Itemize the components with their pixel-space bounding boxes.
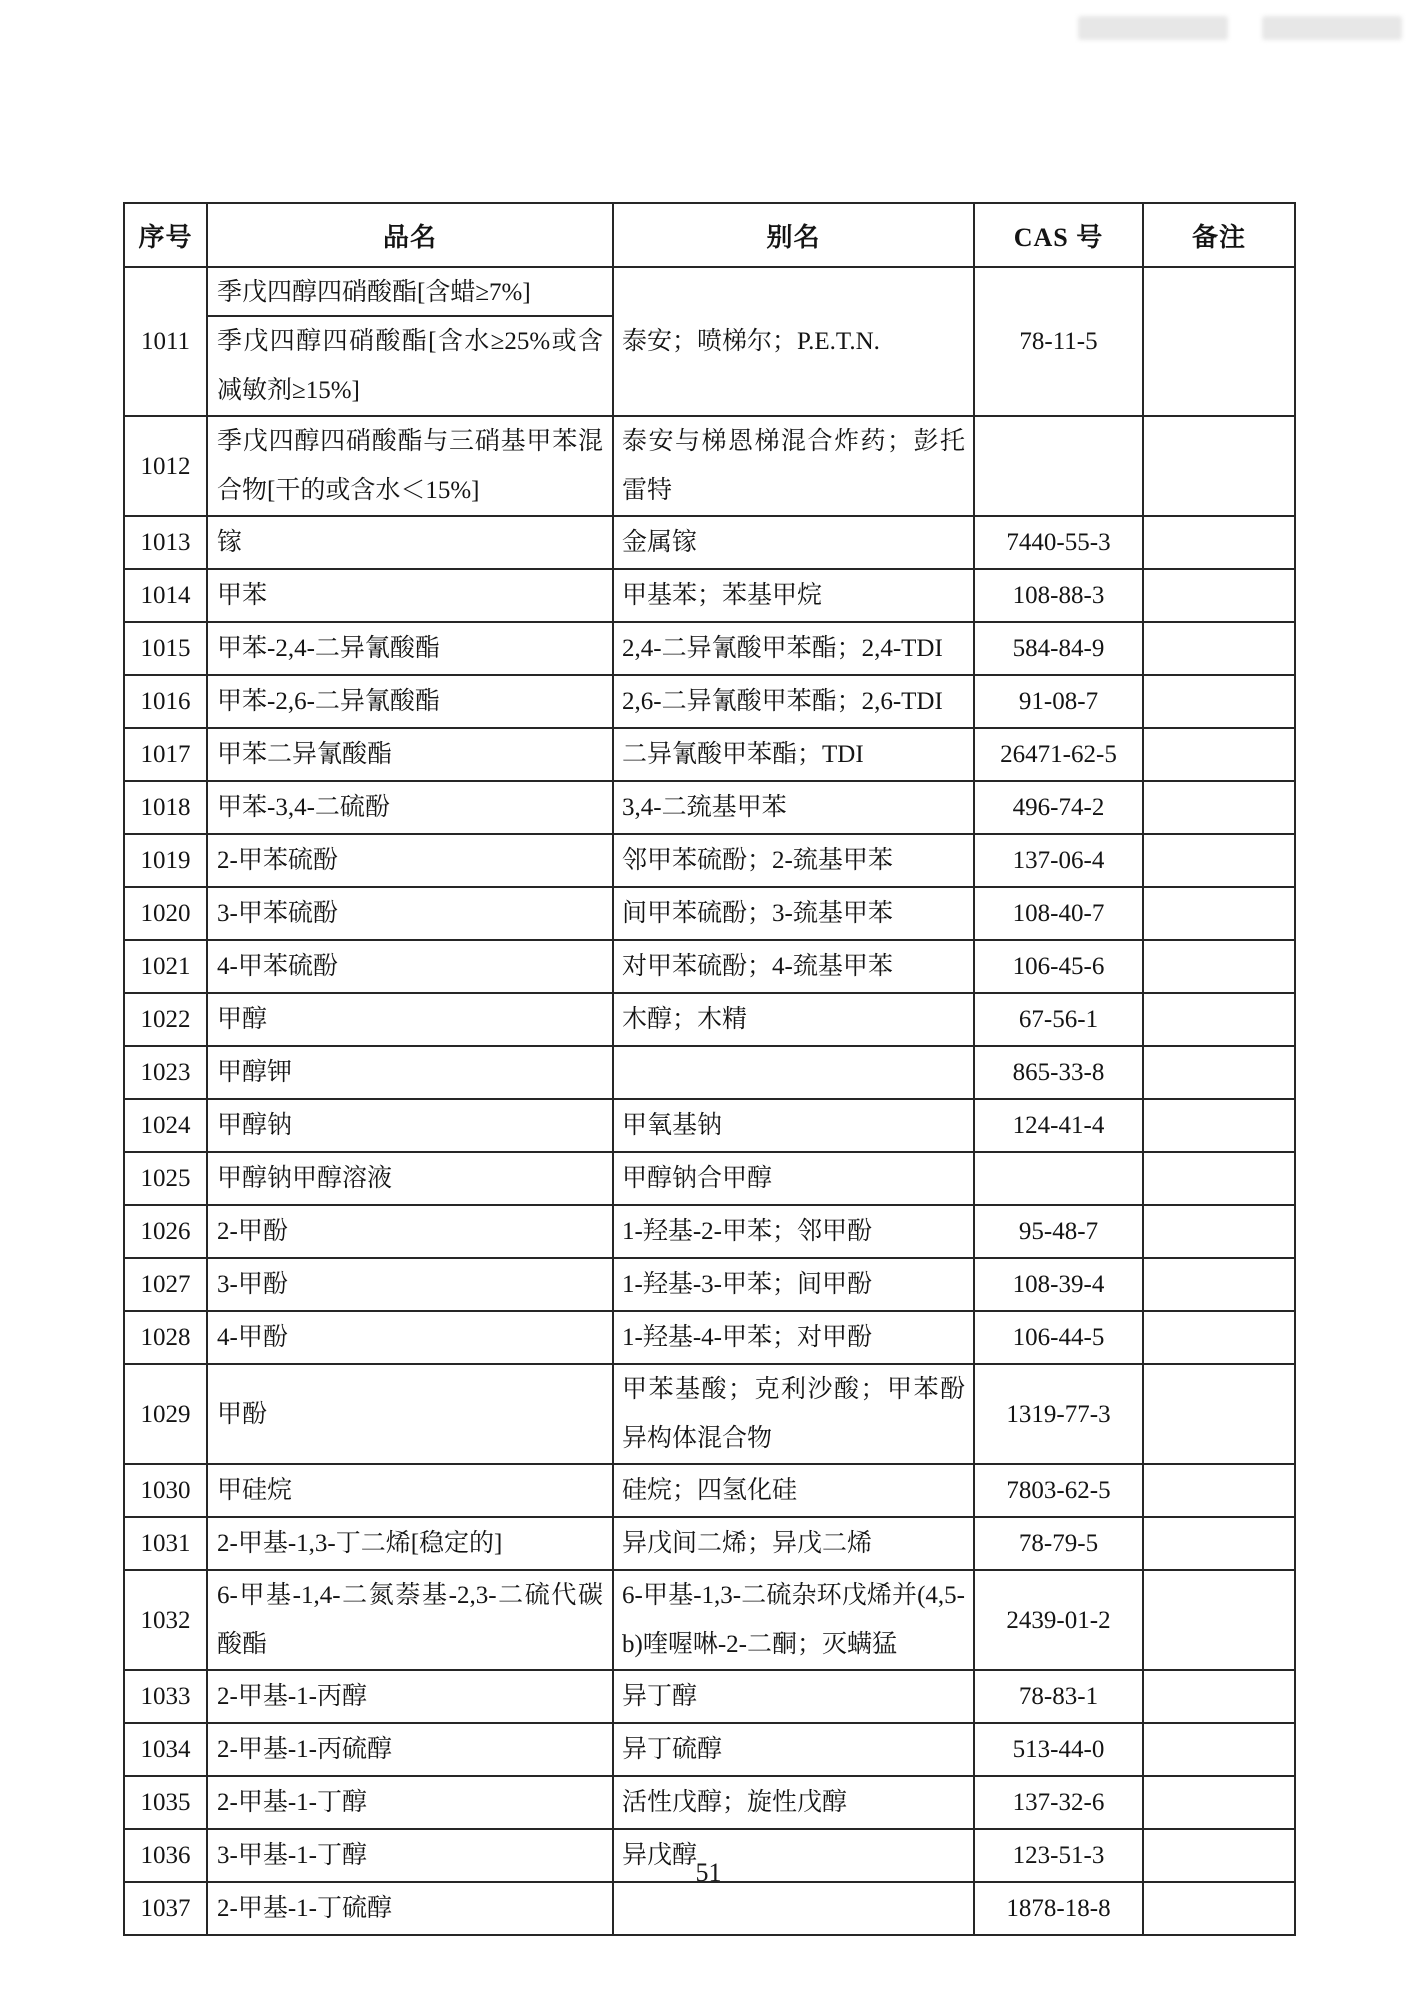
cell-alias: 木醇；木精 <box>613 993 974 1046</box>
cell-cas: 78-11-5 <box>974 267 1143 416</box>
cell-name: 2-甲基-1-丁硫醇 <box>207 1882 613 1935</box>
cell-cas: 26471-62-5 <box>974 728 1143 781</box>
cell-name: 季戊四醇四硝酸酯与三硝基甲苯混合物[干的或含水＜15%] <box>207 416 613 516</box>
cell-name: 3-甲苯硫酚 <box>207 887 613 940</box>
cell-name: 2-甲苯硫酚 <box>207 834 613 887</box>
cell-cas: 1878-18-8 <box>974 1882 1143 1935</box>
cell-name: 甲硅烷 <box>207 1464 613 1517</box>
cell-name: 甲苯-2,4-二异氰酸酯 <box>207 622 613 675</box>
cell-alias: 对甲苯硫酚；4-巯基甲苯 <box>613 940 974 993</box>
cell-name: 2-甲基-1,3-丁二烯[稳定的] <box>207 1517 613 1570</box>
cell-seq: 1030 <box>124 1464 207 1517</box>
cell-name: 3-甲基-1-丁醇 <box>207 1829 613 1882</box>
table-body <box>124 267 1295 1935</box>
cell-seq: 1034 <box>124 1723 207 1776</box>
cell-remark <box>1143 675 1295 728</box>
table-row <box>124 1364 1295 1464</box>
table-row <box>124 1464 1295 1517</box>
cell-name: 4-甲苯硫酚 <box>207 940 613 993</box>
cell-remark <box>1143 1205 1295 1258</box>
cell-alias <box>613 1882 974 1935</box>
cell-alias: 异戊间二烯；异戊二烯 <box>613 1517 974 1570</box>
cell-name: 2-甲基-1-丁醇 <box>207 1776 613 1829</box>
cell-cas: 108-39-4 <box>974 1258 1143 1311</box>
cell-seq: 1024 <box>124 1099 207 1152</box>
cell-remark <box>1143 622 1295 675</box>
cell-name: 3-甲酚 <box>207 1258 613 1311</box>
table-row <box>124 993 1295 1046</box>
cell-alias: 3,4-二巯基甲苯 <box>613 781 974 834</box>
cell-remark <box>1143 887 1295 940</box>
table-row <box>124 1046 1295 1099</box>
cell-seq: 1023 <box>124 1046 207 1099</box>
table-row <box>124 1517 1295 1570</box>
cell-cas: 106-44-5 <box>974 1311 1143 1364</box>
table-row <box>124 728 1295 781</box>
cell-alias: 异丁醇 <box>613 1670 974 1723</box>
cell-seq: 1025 <box>124 1152 207 1205</box>
cell-seq: 1026 <box>124 1205 207 1258</box>
cell-cas: 2439-01-2 <box>974 1570 1143 1670</box>
cell-seq: 1011 <box>124 267 207 416</box>
cell-remark <box>1143 1464 1295 1517</box>
column-header-remark: 备注 <box>1143 203 1295 267</box>
cell-remark <box>1143 1882 1295 1935</box>
cell-cas <box>974 416 1143 516</box>
cell-seq: 1014 <box>124 569 207 622</box>
cell-alias: 甲氧基钠 <box>613 1099 974 1152</box>
cell-seq: 1028 <box>124 1311 207 1364</box>
cell-remark <box>1143 416 1295 516</box>
cell-seq: 1029 <box>124 1364 207 1464</box>
cell-alias: 甲醇钠合甲醇 <box>613 1152 974 1205</box>
cell-seq: 1033 <box>124 1670 207 1723</box>
cell-alias: 2,6-二异氰酸甲苯酯；2,6-TDI <box>613 675 974 728</box>
cell-cas: 95-48-7 <box>974 1205 1143 1258</box>
table-row <box>124 1099 1295 1152</box>
cell-alias: 1-羟基-4-甲苯；对甲酚 <box>613 1311 974 1364</box>
cell-remark <box>1143 1723 1295 1776</box>
cell-cas: 108-40-7 <box>974 887 1143 940</box>
cell-remark <box>1143 569 1295 622</box>
cell-name: 甲苯-2,6-二异氰酸酯 <box>207 675 613 728</box>
cell-remark <box>1143 781 1295 834</box>
cell-remark <box>1143 1570 1295 1670</box>
table-row <box>124 1258 1295 1311</box>
cell-name: 4-甲酚 <box>207 1311 613 1364</box>
column-header-cas: CAS 号 <box>974 203 1143 267</box>
cell-remark <box>1143 1517 1295 1570</box>
table-row <box>124 1205 1295 1258</box>
cell-remark <box>1143 940 1295 993</box>
cell-remark <box>1143 728 1295 781</box>
table-row <box>124 1723 1295 1776</box>
table-row <box>124 834 1295 887</box>
cell-remark <box>1143 1776 1295 1829</box>
table-row <box>124 1776 1295 1829</box>
chemical-list-table <box>123 202 1296 1936</box>
cell-cas: 123-51-3 <box>974 1829 1143 1882</box>
table-row <box>124 675 1295 728</box>
cell-alias: 1-羟基-3-甲苯；间甲酚 <box>613 1258 974 1311</box>
cell-cas: 7803-62-5 <box>974 1464 1143 1517</box>
cell-remark <box>1143 1670 1295 1723</box>
cell-remark <box>1143 1046 1295 1099</box>
cell-cas: 91-08-7 <box>974 675 1143 728</box>
cell-seq: 1015 <box>124 622 207 675</box>
cell-cas: 124-41-4 <box>974 1099 1143 1152</box>
table-header-row <box>124 203 1295 267</box>
table-row <box>124 887 1295 940</box>
cell-alias: 泰安；喷梯尔；P.E.T.N. <box>613 267 974 416</box>
cell-cas: 78-83-1 <box>974 1670 1143 1723</box>
cell-cas: 513-44-0 <box>974 1723 1143 1776</box>
cell-remark <box>1143 1311 1295 1364</box>
cell-cas: 1319-77-3 <box>974 1364 1143 1464</box>
cell-alias: 异丁硫醇 <box>613 1723 974 1776</box>
table-row <box>124 1570 1295 1670</box>
table-row <box>124 267 1295 416</box>
cell-alias: 硅烷；四氢化硅 <box>613 1464 974 1517</box>
cell-name: 甲苯二异氰酸酯 <box>207 728 613 781</box>
cell-cas: 137-06-4 <box>974 834 1143 887</box>
cell-name: 2-甲基-1-丙醇 <box>207 1670 613 1723</box>
cell-seq: 1027 <box>124 1258 207 1311</box>
cell-name-subrow: 季戊四醇四硝酸酯[含水≥25%或含减敏剂≥15%] <box>217 328 603 404</box>
cell-seq: 1032 <box>124 1570 207 1670</box>
cell-name-split <box>207 267 613 416</box>
table-row <box>124 1311 1295 1364</box>
cell-alias: 2,4-二异氰酸甲苯酯；2,4-TDI <box>613 622 974 675</box>
cell-seq: 1021 <box>124 940 207 993</box>
cell-alias: 活性戊醇；旋性戊醇 <box>613 1776 974 1829</box>
cell-name: 甲苯 <box>207 569 613 622</box>
cell-name: 甲醇钾 <box>207 1046 613 1099</box>
cell-remark <box>1143 1364 1295 1464</box>
cell-name: 2-甲酚 <box>207 1205 613 1258</box>
cell-alias <box>613 1046 974 1099</box>
faded-scan-artifact <box>1262 16 1402 40</box>
cell-remark <box>1143 1152 1295 1205</box>
page-number: 51 <box>695 1858 722 1887</box>
cell-alias: 6-甲基-1,3-二硫杂环戊烯并(4,5-b)喹喔啉-2-二酮；灭螨猛 <box>613 1570 974 1670</box>
table-row <box>124 569 1295 622</box>
cell-remark <box>1143 1099 1295 1152</box>
cell-name: 甲苯-3,4-二硫酚 <box>207 781 613 834</box>
cell-alias: 间甲苯硫酚；3-巯基甲苯 <box>613 887 974 940</box>
cell-cas <box>974 1152 1143 1205</box>
cell-alias: 异戊醇 <box>613 1829 974 1882</box>
cell-cas: 67-56-1 <box>974 993 1143 1046</box>
cell-alias: 1-羟基-2-甲苯；邻甲酚 <box>613 1205 974 1258</box>
cell-alias: 泰安与梯恩梯混合炸药；彭托雷特 <box>613 416 974 516</box>
cell-cas: 865-33-8 <box>974 1046 1143 1099</box>
table-row <box>124 781 1295 834</box>
table-row <box>124 1670 1295 1723</box>
column-header-seq: 序号 <box>124 203 207 267</box>
cell-name: 镓 <box>207 516 613 569</box>
table-row <box>124 416 1295 516</box>
cell-seq: 1016 <box>124 675 207 728</box>
table-row <box>124 516 1295 569</box>
cell-name: 甲醇钠甲醇溶液 <box>207 1152 613 1205</box>
cell-remark <box>1143 993 1295 1046</box>
cell-cas: 108-88-3 <box>974 569 1143 622</box>
table-row <box>124 622 1295 675</box>
cell-alias: 甲苯基酸；克利沙酸；甲苯酚异构体混合物 <box>613 1364 974 1464</box>
cell-seq: 1036 <box>124 1829 207 1882</box>
table-row <box>124 940 1295 993</box>
column-header-name: 品名 <box>207 203 613 267</box>
cell-seq: 1031 <box>124 1517 207 1570</box>
cell-seq: 1013 <box>124 516 207 569</box>
cell-seq: 1022 <box>124 993 207 1046</box>
column-header-alias: 别名 <box>613 203 974 267</box>
cell-name: 甲醇钠 <box>207 1099 613 1152</box>
cell-remark <box>1143 267 1295 416</box>
table-row <box>124 1152 1295 1205</box>
cell-name: 甲酚 <box>207 1364 613 1464</box>
cell-cas: 78-79-5 <box>974 1517 1143 1570</box>
cell-name: 2-甲基-1-丙硫醇 <box>207 1723 613 1776</box>
table-row <box>124 1882 1295 1935</box>
cell-name: 6-甲基-1,4-二氮萘基-2,3-二硫代碳酸酯 <box>207 1570 613 1670</box>
cell-seq: 1020 <box>124 887 207 940</box>
cell-remark <box>1143 516 1295 569</box>
cell-alias: 二异氰酸甲苯酯；TDI <box>613 728 974 781</box>
cell-cas: 7440-55-3 <box>974 516 1143 569</box>
cell-cas: 106-45-6 <box>974 940 1143 993</box>
cell-seq: 1019 <box>124 834 207 887</box>
cell-seq: 1012 <box>124 416 207 516</box>
faded-scan-artifact <box>1078 16 1228 40</box>
cell-cas: 584-84-9 <box>974 622 1143 675</box>
cell-remark <box>1143 834 1295 887</box>
cell-alias: 金属镓 <box>613 516 974 569</box>
cell-seq: 1017 <box>124 728 207 781</box>
cell-seq: 1035 <box>124 1776 207 1829</box>
cell-name: 甲醇 <box>207 993 613 1046</box>
cell-cas: 137-32-6 <box>974 1776 1143 1829</box>
cell-cas: 496-74-2 <box>974 781 1143 834</box>
cell-alias: 甲基苯；苯基甲烷 <box>613 569 974 622</box>
cell-seq: 1018 <box>124 781 207 834</box>
cell-alias: 邻甲苯硫酚；2-巯基甲苯 <box>613 834 974 887</box>
cell-seq: 1037 <box>124 1882 207 1935</box>
cell-name-subrow: 季戊四醇四硝酸酯[含蜡≥7%] <box>208 268 612 317</box>
cell-remark <box>1143 1258 1295 1311</box>
